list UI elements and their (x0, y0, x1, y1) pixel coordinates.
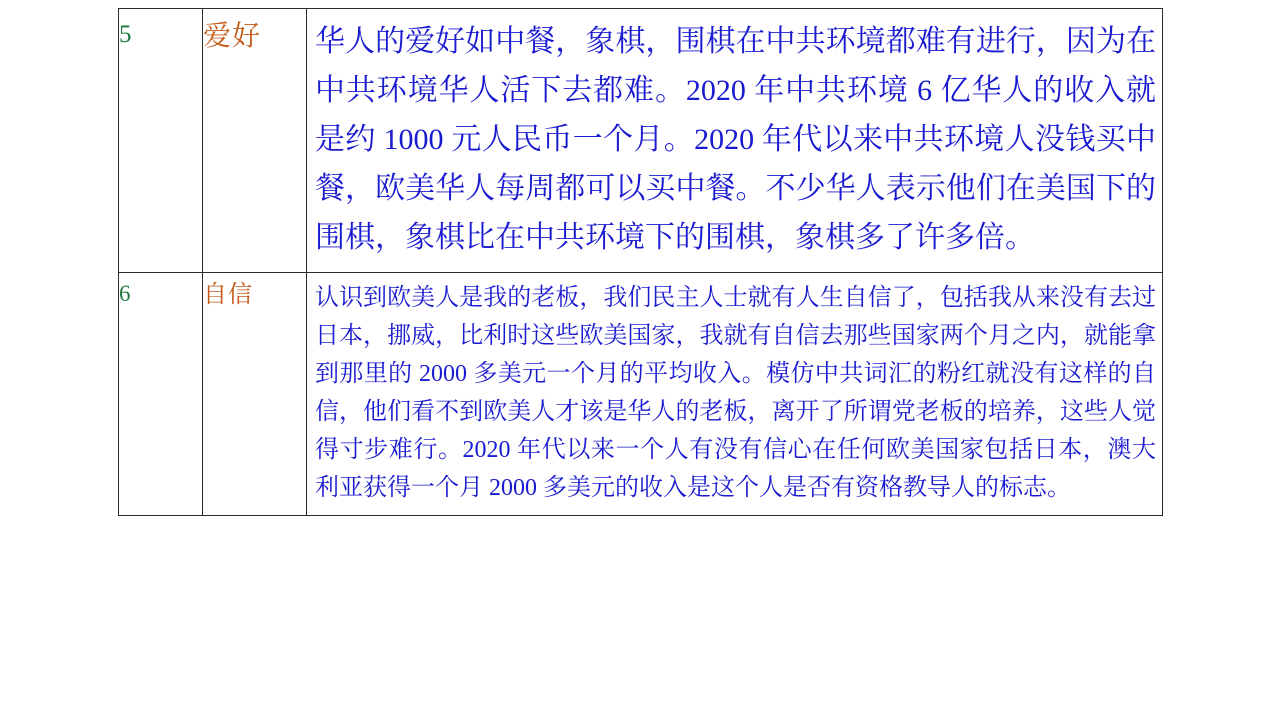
row-content-text: 华人的爱好如中餐，象棋，围棋在中共环境都难有进行，因为在中共环境华人活下去都难。2020 年中共环境 6 亿华人的收入就是约 1000 元人民币一个月。2020 年代以来中共环境人没钱买中餐，欧美华人每周都可以买中餐。不少华人表示他们在美国下的围棋，象棋比在中共环境下的围棋，象棋多了许多倍。 (315, 25, 1156, 254)
row-content-text: 认识到欧美人是我的老板，我们民主人士就有人生自信了，包括我从来没有去过日本，挪威，比利时这些欧美国家，我就有自信去那些国家两个月之内，就能拿到那里的 2000 多美元一个月的平均收入。模仿中共词汇的粉红就没有这样的自信，他们看不到欧美人才该是华人的老板，离开了所谓党老板的培养，这些人觉得寸步难行。2020 年代以来一个人有没有信心在任何欧美国家包括日本，澳大利亚获得一个月 2000 多美元的收入是这个人是否有资格教导人的标志。 (315, 285, 1156, 501)
row-content-cell (307, 273, 1163, 516)
row-number-cell: 6 (119, 273, 203, 516)
row-topic-cell: 爱好 (203, 9, 307, 273)
content-table (118, 8, 1163, 516)
row-number-cell: 5 (119, 9, 203, 273)
table-row (119, 273, 1163, 516)
table-row (119, 9, 1163, 273)
row-content-cell (307, 9, 1163, 273)
row-topic-cell: 自信 (203, 273, 307, 516)
